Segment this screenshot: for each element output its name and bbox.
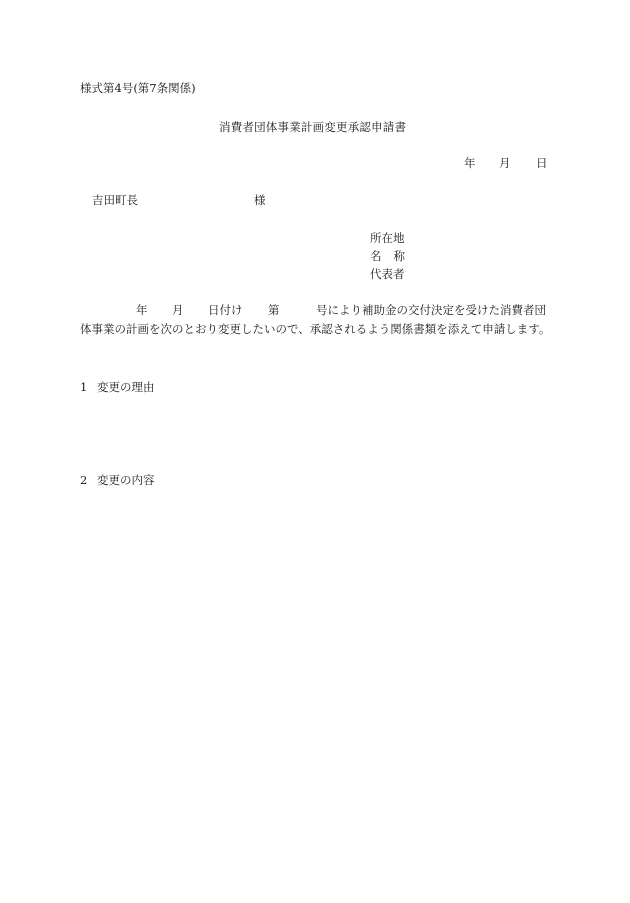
form-number: 様式第4号(第7条関係) <box>80 81 196 95</box>
section-label: 変更の理由 <box>97 380 155 394</box>
section-label: 変更の内容 <box>97 473 155 487</box>
section-number: 2 <box>80 473 88 487</box>
body-number-prefix: 第 <box>268 303 280 317</box>
name-label: 名称 <box>370 249 417 263</box>
section-change-content <box>80 472 155 488</box>
date-month-label: 月 <box>499 156 511 170</box>
section-change-reason <box>80 379 155 395</box>
body-day-label: 日付け <box>208 303 243 317</box>
body-text-line1: 号により補助金の交付決定を受けた消費者団 <box>316 303 546 317</box>
section-number: 1 <box>80 380 88 394</box>
application-body <box>80 301 552 338</box>
representative-label: 代表者 <box>370 267 405 281</box>
date-line <box>464 155 548 171</box>
addressee <box>92 192 266 208</box>
location-label: 所在地 <box>370 231 405 245</box>
body-text-rest: 体事業の計画を次のとおり変更したいので、承認されるよう関係書類を添えて申請します。 <box>80 321 551 336</box>
body-month: 月 <box>172 303 184 317</box>
addressee-honorific: 様 <box>254 193 266 207</box>
body-year: 年 <box>136 303 148 317</box>
date-day-label: 日 <box>536 156 548 170</box>
date-year-label: 年 <box>464 156 476 170</box>
addressee-name: 吉田町長 <box>92 193 138 207</box>
applicant-block <box>370 229 417 283</box>
document-title: 消費者団体事業計画変更承認申請書 <box>219 120 407 134</box>
